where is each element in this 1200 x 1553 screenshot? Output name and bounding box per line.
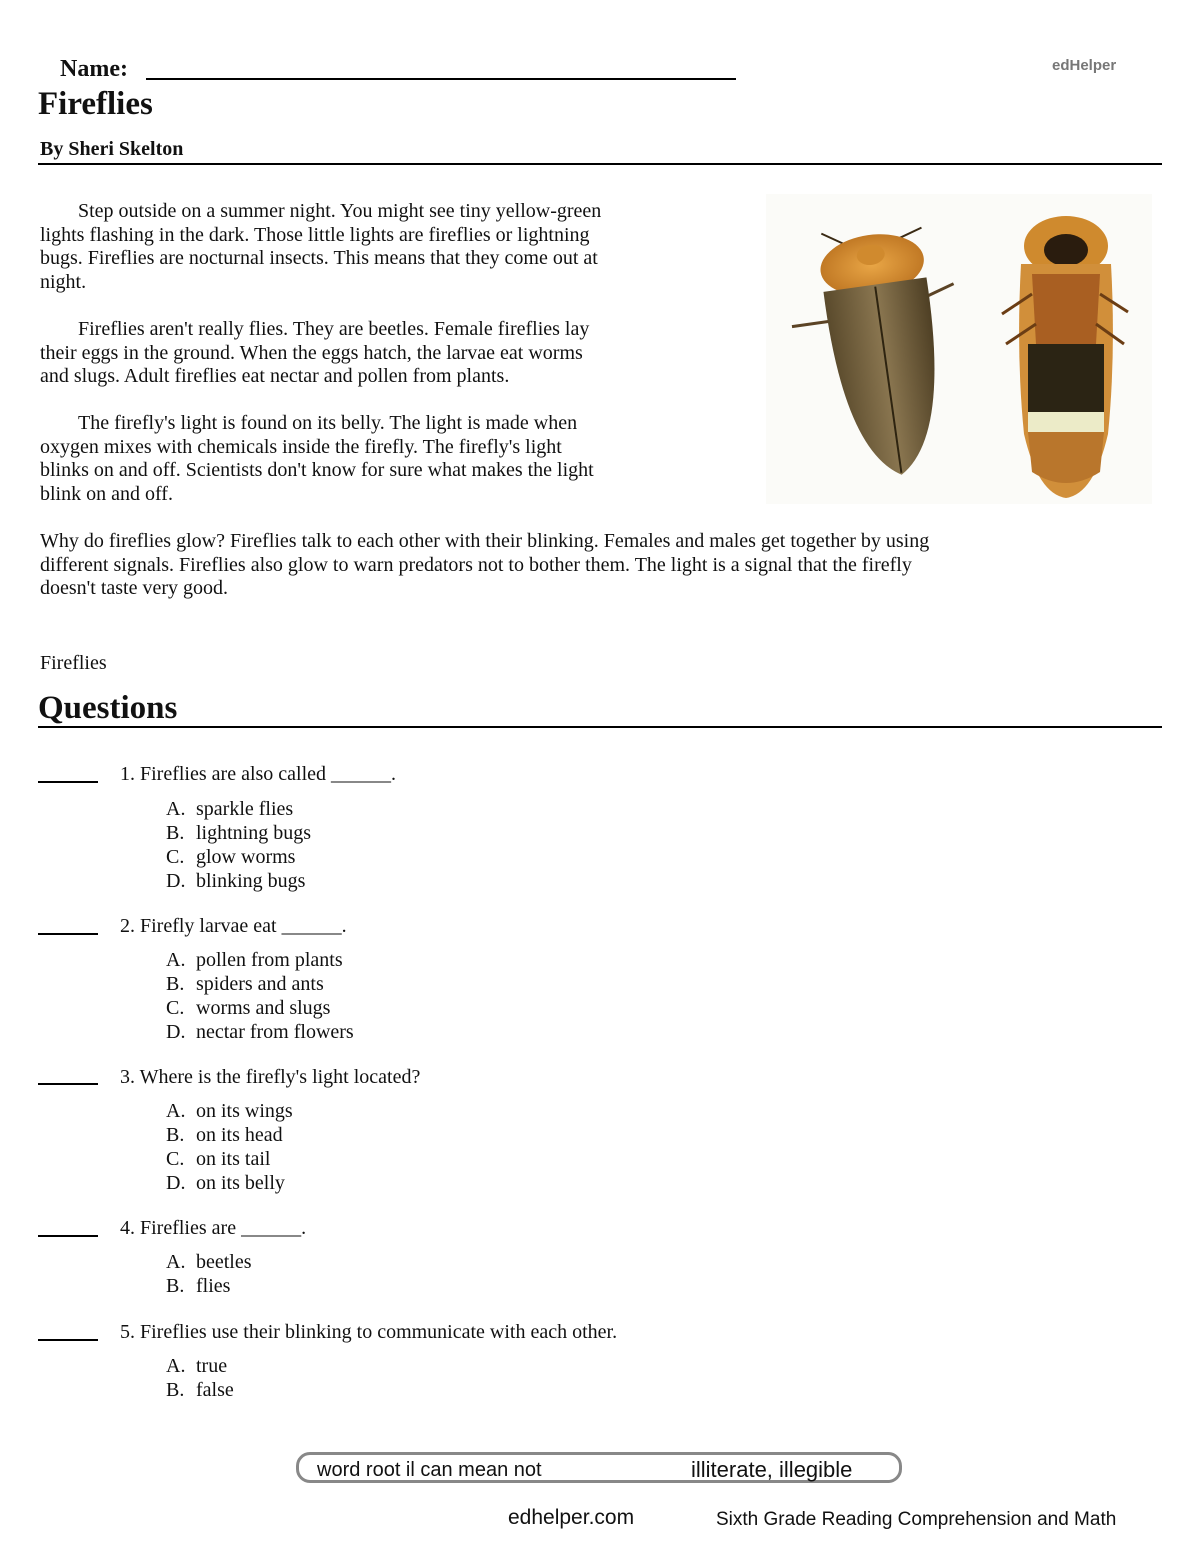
- passage-paragraph-2: [40, 318, 700, 389]
- brand-logo: edHelper: [1052, 57, 1117, 74]
- option-a: A. true: [166, 1355, 228, 1377]
- questions-heading: Questions: [38, 690, 178, 726]
- question-text: Fireflies are also called ______.: [140, 763, 397, 785]
- question-5-options: [166, 1354, 234, 1402]
- question-text: Where is the firefly's light located?: [139, 1066, 421, 1088]
- footer-grade-label: Sixth Grade Reading Comprehension and Math: [716, 1509, 1117, 1530]
- passage-line: Fireflies aren't really flies. They are beetles. Female fireflies lay: [78, 318, 590, 340]
- answer-blank-2[interactable]: [38, 933, 98, 935]
- question-4-options: [166, 1250, 252, 1298]
- answer-blank-4[interactable]: [38, 1235, 98, 1237]
- passage-line: their eggs in the ground. When the eggs hatch, the larvae eat worms: [40, 341, 583, 364]
- question-text: Fireflies are ______.: [140, 1217, 307, 1239]
- byline: By Sheri Skelton: [40, 138, 184, 160]
- word-root-definition: word root il can mean not: [317, 1459, 542, 1481]
- question-number: 4.: [120, 1217, 135, 1239]
- question-2: [120, 915, 347, 938]
- passage-line: blink on and off.: [40, 482, 173, 505]
- question-text: Fireflies use their blinking to communicate with each other.: [140, 1321, 618, 1343]
- divider: [38, 726, 1162, 728]
- question-2-options: [166, 948, 354, 1044]
- passage-line: bugs. Fireflies are nocturnal insects. This means that they come out at: [40, 247, 598, 269]
- passage-paragraph-3: [40, 412, 700, 506]
- passage-line: blinks on and off. Scientists don't know for sure what makes the light: [40, 459, 594, 481]
- option-b: B. lightning bugs: [166, 822, 312, 844]
- passage-line: oxygen mixes with chemicals inside the firefly. The firefly's light: [40, 435, 562, 458]
- option-b: B. on its head: [166, 1124, 283, 1146]
- passage-line: doesn't taste very good.: [40, 577, 229, 599]
- option-b: B. spiders and ants: [166, 973, 324, 995]
- option-b: B. flies: [166, 1275, 231, 1297]
- passage-line: lights flashing in the dark. Those little lights are fireflies or lightning: [40, 223, 590, 246]
- question-3-options: [166, 1099, 293, 1195]
- question-1-options: [166, 797, 311, 893]
- option-d: D. on its belly: [166, 1172, 285, 1194]
- option-c: C. on its tail: [166, 1148, 271, 1170]
- question-4: [120, 1217, 306, 1240]
- passage-paragraph-4: [40, 530, 1100, 601]
- answer-blank-5[interactable]: [38, 1339, 98, 1341]
- passage-line: The firefly's light is found on its belly. The light is made when: [78, 412, 578, 434]
- section-title: Fireflies: [40, 652, 107, 674]
- word-root-box: [296, 1452, 902, 1483]
- option-a: A. pollen from plants: [166, 949, 343, 971]
- passage-line: night.: [40, 270, 87, 293]
- question-number: 5.: [120, 1321, 135, 1343]
- passage-line: Why do fireflies glow? Fireflies talk to each other with their blinking. Females and males get together by using: [40, 530, 930, 552]
- option-c: C. worms and slugs: [166, 997, 331, 1019]
- question-number: 2.: [120, 915, 135, 937]
- question-3: [120, 1066, 420, 1089]
- name-label: Name:: [60, 56, 128, 82]
- footer-site: edhelper.com: [508, 1506, 635, 1529]
- question-number: 1.: [120, 763, 135, 785]
- question-1: [120, 763, 396, 786]
- word-root-examples: illiterate, illegible: [691, 1457, 853, 1482]
- passage-paragraph-1: [40, 200, 700, 294]
- divider: [38, 163, 1162, 165]
- passage-line: Step outside on a summer night. You might see tiny yellow-green: [78, 200, 602, 222]
- firefly-photo: [766, 194, 1152, 504]
- passage-line: and slugs. Adult fireflies eat nectar and pollen from plants.: [40, 365, 510, 387]
- name-blank-line[interactable]: [146, 78, 736, 80]
- option-a: A. on its wings: [166, 1100, 293, 1122]
- option-c: C. glow worms: [166, 846, 296, 868]
- option-d: D. blinking bugs: [166, 870, 306, 892]
- option-b: B. false: [166, 1379, 234, 1401]
- option-a: A. sparkle flies: [166, 798, 294, 820]
- question-text: Firefly larvae eat ______.: [140, 915, 347, 937]
- option-d: D. nectar from flowers: [166, 1021, 354, 1043]
- page-title: Fireflies: [38, 86, 153, 122]
- passage-line: different signals. Fireflies also glow to warn predators not to bother them. The light is a signal that the firefly: [40, 553, 912, 576]
- answer-blank-1[interactable]: [38, 781, 98, 783]
- firefly-illustration: [766, 194, 1152, 504]
- question-number: 3.: [120, 1066, 135, 1088]
- option-a: A. beetles: [166, 1251, 252, 1273]
- question-5: [120, 1321, 617, 1344]
- answer-blank-3[interactable]: [38, 1083, 98, 1085]
